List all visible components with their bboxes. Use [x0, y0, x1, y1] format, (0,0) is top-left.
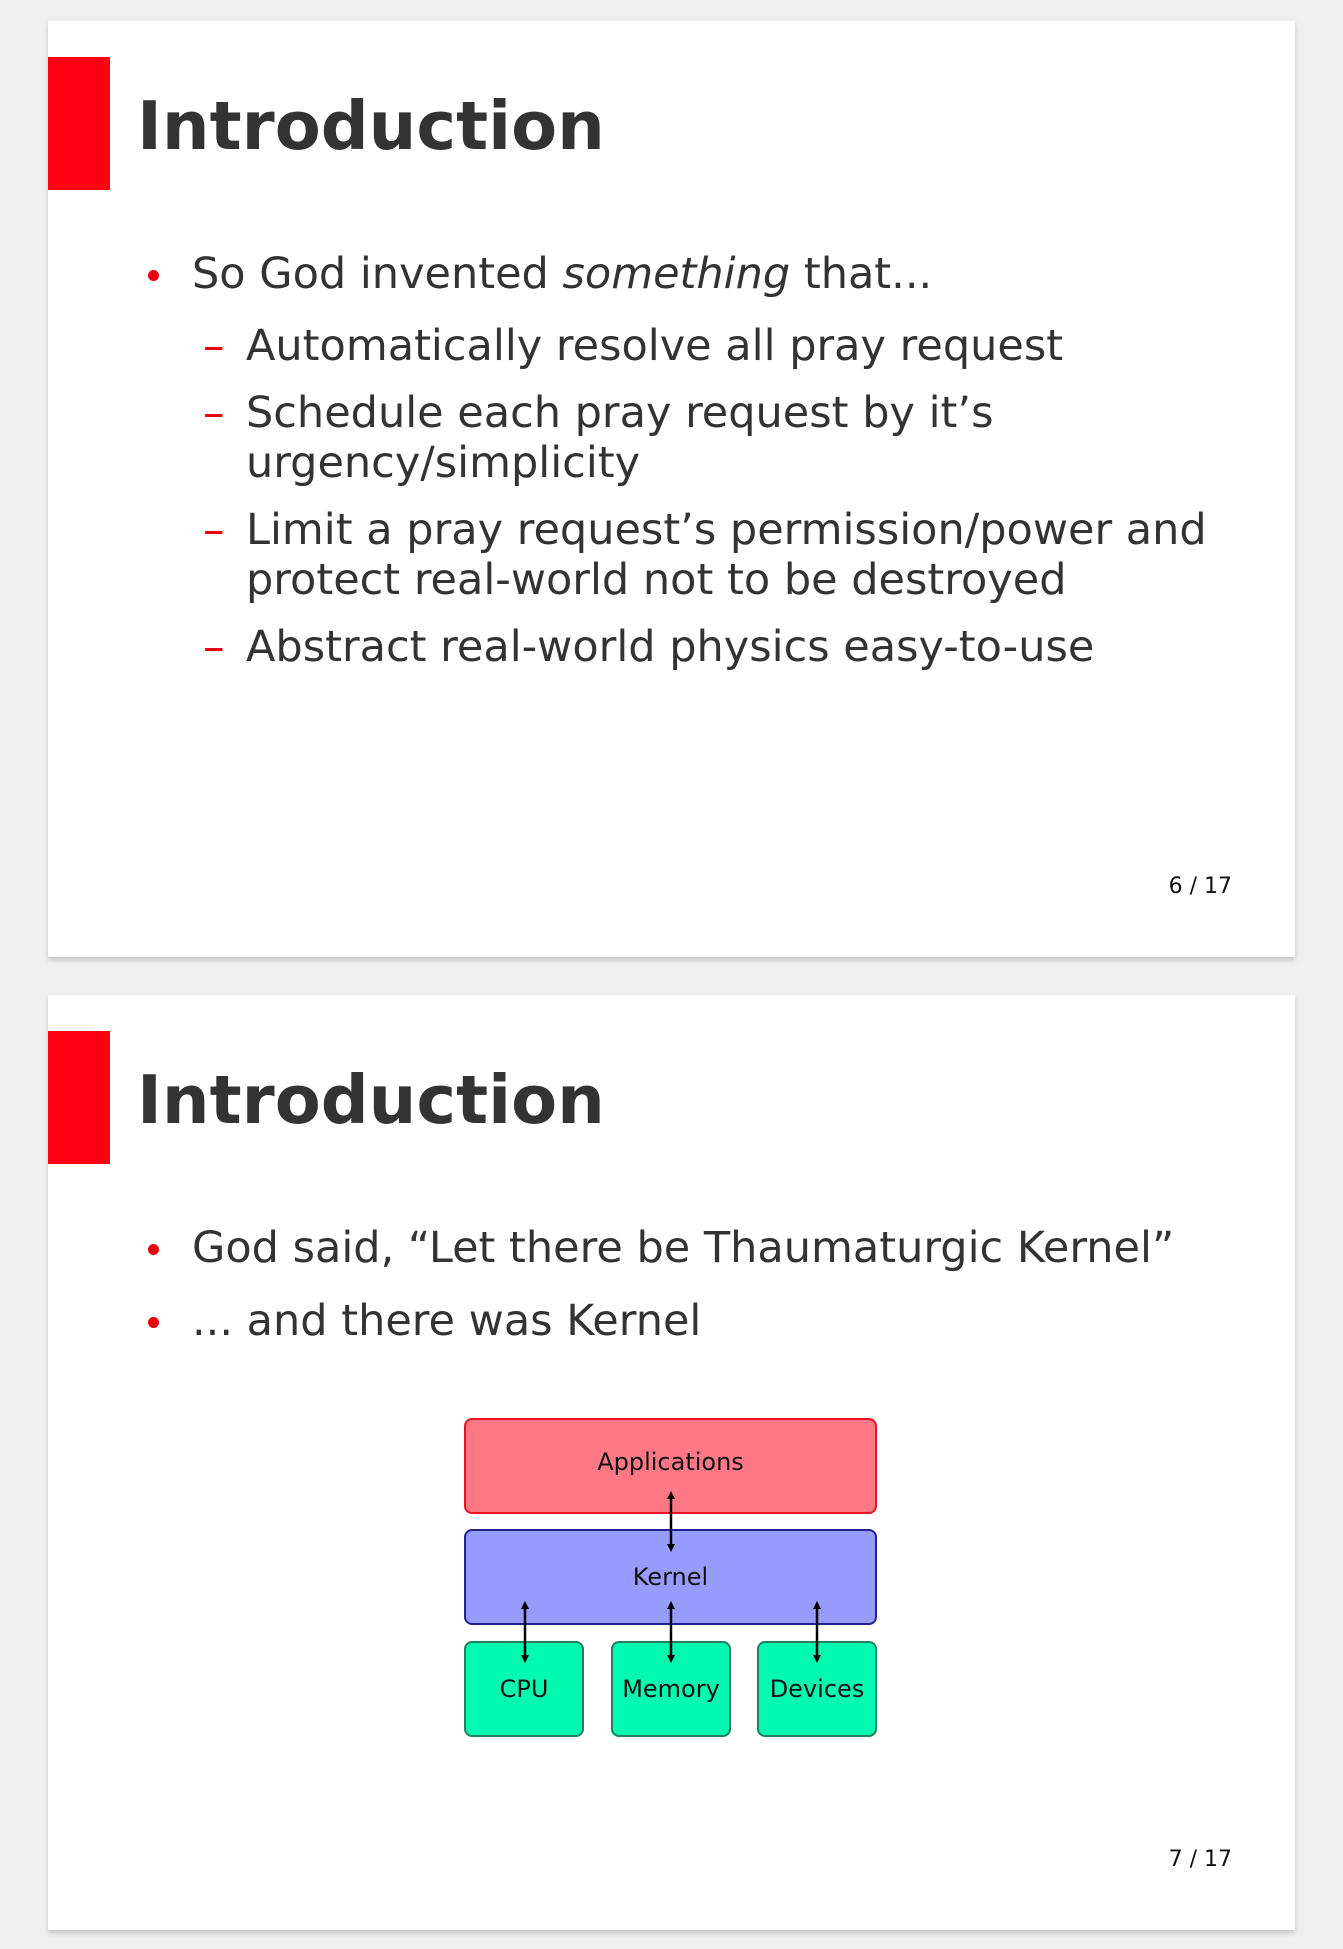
devices-label: Devices	[769, 1675, 865, 1703]
bullet-dot-icon	[148, 1317, 159, 1328]
page-number: 7 / 17	[1168, 1847, 1232, 1872]
dash-icon: –	[203, 505, 225, 555]
sub-bullet-text: Schedule each pray request by it’s urgency/simplicity	[246, 388, 994, 488]
bullet-text: ... and there was Kernel	[192, 1296, 702, 1346]
bullet-list	[148, 249, 1246, 672]
dash-icon: –	[203, 321, 225, 371]
applications-label: Applications	[597, 1448, 744, 1476]
sub-bullet-text: Automatically resolve all pray request	[246, 321, 1064, 371]
bullet-dot-icon	[148, 270, 159, 281]
cpu-label: CPU	[499, 1675, 549, 1703]
slide-title: Introduction	[137, 87, 605, 165]
dash-icon: –	[203, 388, 225, 438]
kernel-label: Kernel	[632, 1563, 709, 1591]
bullet-item	[148, 1296, 1174, 1346]
title-accent-bar	[48, 1031, 110, 1164]
diagram-arrows	[464, 1418, 877, 1743]
sub-bullet-text: Abstract real-world physics easy-to-use	[246, 622, 1095, 672]
slide-title: Introduction	[137, 1061, 605, 1139]
kernel-diagram	[464, 1418, 877, 1743]
page-number: 6 / 17	[1168, 874, 1232, 899]
memory-label: Memory	[622, 1675, 720, 1703]
bullet-item	[148, 1223, 1174, 1273]
slide-7	[48, 995, 1295, 1930]
bullet-text-prefix: So God invented	[192, 249, 563, 299]
title-accent-bar	[48, 57, 110, 190]
sub-bullet-item	[148, 388, 1046, 488]
bullet-text-suffix: that...	[790, 249, 933, 299]
dash-icon: –	[203, 622, 225, 672]
slide-6	[48, 21, 1295, 957]
bullet-dot-icon	[148, 1244, 159, 1255]
sub-bullet-text: Limit a pray request’s permission/power and protect real-world not to be destroyed	[246, 505, 1207, 605]
sub-bullet-item	[148, 321, 1246, 371]
bullet-list	[148, 1223, 1174, 1346]
sub-bullet-item	[148, 505, 1246, 605]
bullet-text: God said, “Let there be Thaumaturgic Kernel”	[192, 1223, 1175, 1273]
sub-bullet-item	[148, 622, 1246, 672]
bullet-emphasis: something	[562, 249, 791, 299]
bullet-item	[148, 249, 1246, 299]
